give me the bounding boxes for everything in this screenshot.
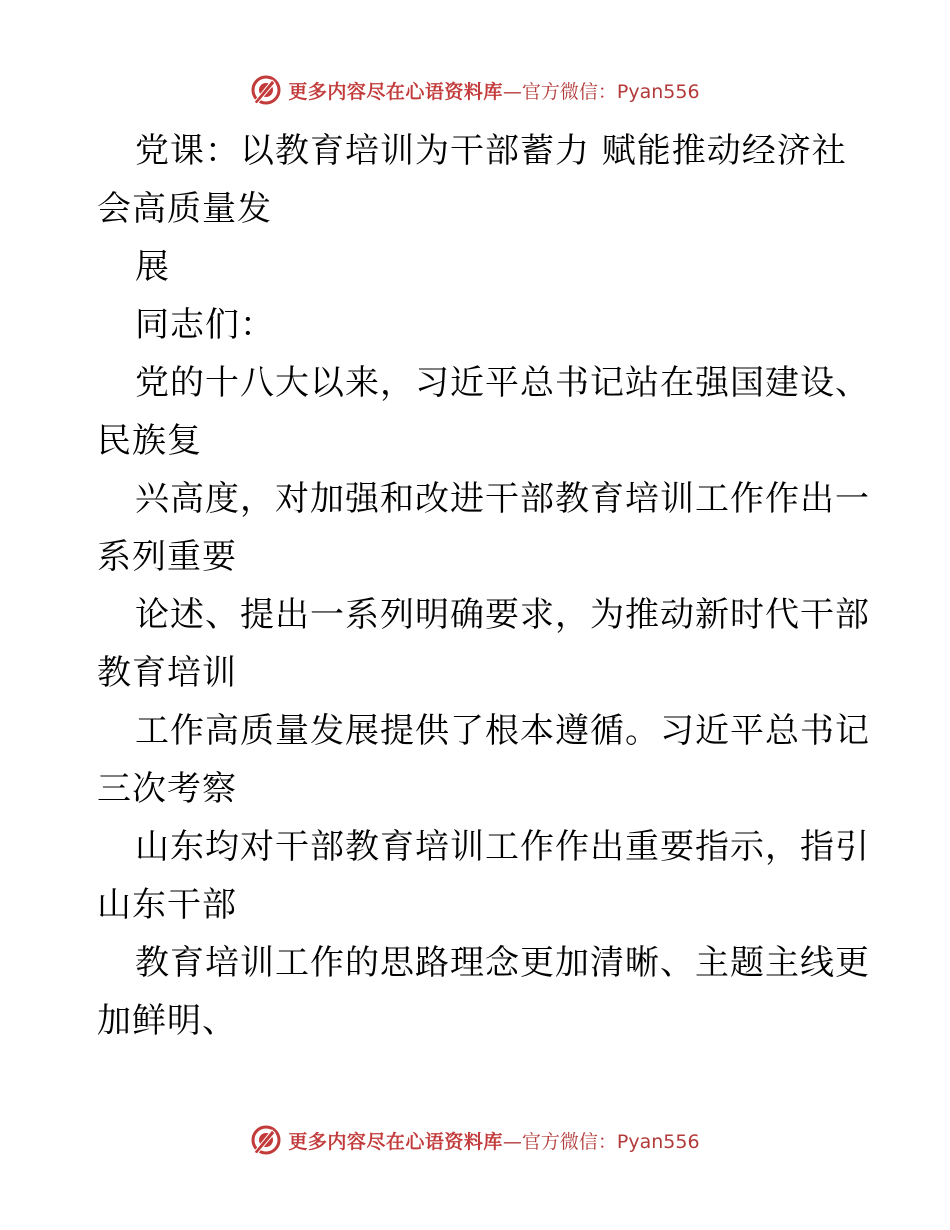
body-line: 论述、提出一系列明确要求，为推动新时代干部: [135, 595, 870, 635]
body-line: 山东干部: [97, 885, 237, 925]
body-line: 民族复: [97, 421, 202, 461]
body-line: 系列重要: [97, 537, 237, 577]
banner-wechat: —官方微信：Pyan556: [502, 1130, 700, 1153]
body-line: 山东均对干部教育培训工作作出重要指示，指引: [135, 827, 870, 867]
body-line: 三次考察: [97, 769, 237, 809]
document-body: [97, 122, 870, 1050]
body-line: 教育培训工作的思路理念更加清晰、主题主线更: [135, 943, 870, 983]
body-line: 党的十八大以来，习近平总书记站在强国建设、: [135, 363, 870, 403]
salutation: 同志们：: [135, 305, 275, 345]
header-banner: [0, 70, 950, 110]
body-line: 加鲜明、: [97, 1001, 237, 1041]
banner-text: 更多内容尽在心语资料库: [288, 80, 503, 103]
body-line: 教育培训: [97, 653, 237, 693]
seal-pen-icon: [250, 74, 282, 106]
title-line: 展: [135, 247, 170, 287]
body-line: 兴高度，对加强和改进干部教育培训工作作出一: [135, 479, 870, 519]
banner-text: 更多内容尽在心语资料库: [288, 1130, 503, 1153]
title-line: 会高质量发: [97, 189, 272, 229]
seal-pen-icon: [250, 1124, 282, 1156]
banner-wechat: —官方微信：Pyan556: [502, 80, 700, 103]
body-line: 工作高质量发展提供了根本遵循。习近平总书记: [135, 711, 870, 751]
title-line: 党课：以教育培训为干部蓄力 赋能推动经济社: [135, 131, 847, 171]
footer-banner: [0, 1120, 950, 1160]
